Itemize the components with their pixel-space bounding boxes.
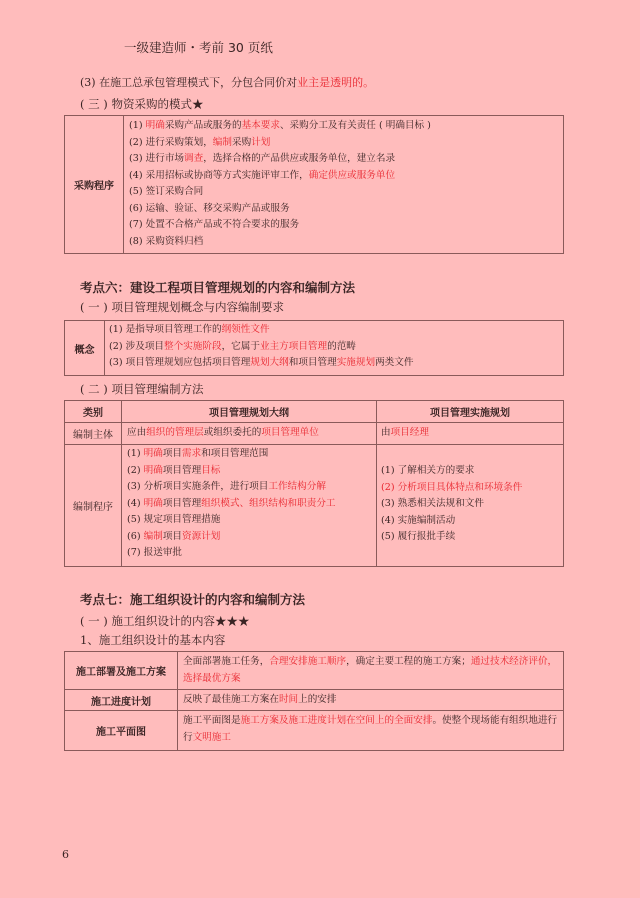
list-item [127,496,336,513]
row-subject-outline [127,425,319,442]
text-span: 采购产品或服务的 [164,120,242,131]
page-number: 6 [62,848,69,861]
text-span: 和项目管理范围 [201,448,269,459]
text-span: 行 [183,731,193,743]
list-item [183,654,557,671]
intro-highlight: 业主是透明的。 [297,76,375,89]
list-item [381,513,522,530]
highlight-text: 明确 [143,497,163,509]
text-span: (4) 实施编制活动 [381,514,456,526]
list-item [129,151,431,168]
text-span: ，确定主要工程的施工方案； [346,656,471,667]
highlight-text: 明确 [145,120,165,131]
concept-list [109,322,413,372]
row-procedure-label: 编制程序 [73,502,113,513]
text-span: (2) [127,464,144,476]
list-item [129,135,431,152]
list-item [127,512,336,529]
highlight-text: 纲领性文件 [221,324,270,335]
point7-sub1: ( 一 ) 施工组织设计的内容★★★ [80,614,250,628]
text-span: 。使整个现场能有组织地进行 [432,715,558,726]
list-item [109,339,413,356]
design-row3-content [183,713,557,746]
concept-table [64,320,564,376]
text-span: (1) 了解相关方的要求 [381,465,475,476]
text-span: 的范畴 [327,340,356,352]
highlight-text: 规划大纲 [250,357,289,368]
highlight-text: 编制 [212,136,232,148]
highlight-text: 合理安排施工顺序 [269,656,347,667]
text-span: 项目管理 [162,497,202,509]
text-span: 项目管理 [162,464,202,476]
highlight-text: 目标 [201,464,221,476]
header-outline: 项目管理规划大纲 [209,408,289,419]
highlight-text: 施工方案及施工进度计划在空间上的全面安排 [240,715,433,726]
text-span: 施工平面图是 [183,715,241,726]
highlight-text: 调查 [184,153,204,164]
text-span: (3) 分析项目实施条件，进行项目 [127,481,269,492]
text-span: 项目 [162,448,183,459]
highlight-text: 明确 [143,448,163,459]
row-subject-label: 编制主体 [73,430,113,441]
row-procedure-outline [127,446,336,562]
list-item [127,463,336,480]
text-span: ，它属于 [221,340,260,352]
text-span: 采购 [231,136,252,148]
design-row1-label: 施工部署及施工方案 [76,667,166,678]
list-item [183,713,557,730]
point7-title: 考点七：施工组织设计的内容和编制方法 [80,592,306,607]
text-span: (3) 熟悉相关法规和文件 [381,498,484,509]
list-item [183,730,557,747]
intro-line: (3) 在施工总承包管理模式下，分包合同价对业主是透明的。 [80,76,375,89]
header-category: 类别 [83,408,103,419]
highlight-text: 通过技术经济评价， [470,656,558,667]
list-item [127,446,336,463]
list-item [381,463,522,480]
list-item [183,671,557,688]
row-procedure-implementation [381,463,522,546]
design-table [64,651,564,751]
text-span: 上的安排 [298,694,337,705]
list-item [127,479,336,496]
list-item [129,118,431,135]
highlight-text: 实施规划 [336,357,376,368]
text-span: 两类文件 [375,357,414,368]
text-span: (5) 履行报批手续 [381,531,456,542]
highlight-text: 编制 [143,530,163,542]
design-row3-label: 施工平面图 [96,727,146,738]
text-span: (1) [127,448,144,459]
point6-sub1: ( 一 ) 项目管理规划概念与内容编制要求 [80,300,284,314]
text-span: (3) 进行市场 [129,153,185,164]
text-span: 或组织委托的 [203,427,262,438]
procurement-heading: ( 三 ) 物资采购的模式★ [80,97,204,111]
row-subject-implementation [381,425,429,442]
highlight-text: 项目经理 [390,427,429,438]
text-span: 反映了最佳施工方案在 [183,694,279,705]
highlight-text: 确定供应或服务单位 [308,169,396,181]
cell-line [381,425,429,442]
text-span: 、采购分工及有关责任 ( 明确目标 ) [279,120,431,131]
point7-sub2: 1、施工组织设计的基本内容 [80,633,226,647]
highlight-text: 基本要求 [241,120,280,131]
text-span: (2) 涉及项目 [109,340,165,352]
list-item [381,496,522,513]
procurement-list [129,118,431,250]
highlight-text: 文明施工 [192,731,231,743]
highlight-text: 工作结构分解 [268,481,326,492]
highlight-text: 项目管理单位 [261,427,319,438]
list-item [381,529,522,546]
text-span: (5) 规定项目管理措施 [127,514,221,525]
highlight-text: 组织的管理层 [146,427,204,438]
list-item [183,692,337,709]
point6-sub2: ( 二 ) 项目管理编制方法 [80,382,204,396]
highlight-text: 时间 [278,694,299,705]
text-span: (4) 采用招标或协商等方式实施评审工作， [129,169,309,181]
point6-title: 考点六：建设工程项目管理规划的内容和编制方法 [80,280,356,295]
list-item [109,322,413,339]
text-span: (2) 进行采购策划， [129,136,213,148]
planning-table [64,400,564,567]
procurement-label: 采购程序 [74,181,114,192]
list-item [129,234,431,251]
text-span: (6) 运输、验证、移交采购产品或服务 [129,202,290,214]
text-span: (1) 是指导项目管理工作的 [109,324,222,335]
highlight-text: 需求 [182,448,202,459]
procurement-table [64,115,564,254]
text-span: (3) 项目管理规划应包括项目管理 [109,357,251,368]
highlight-text: 资源计划 [182,530,221,542]
list-item [127,529,336,546]
cell-line [127,425,319,442]
design-row1-content [183,654,557,687]
design-row2-content [183,692,337,709]
text-span: (7) 报送审批 [127,547,183,558]
concept-label: 概念 [74,344,95,356]
page-header: 一级建造师・考前 30 页纸 [124,40,273,55]
text-span: 全面部署施工任务， [183,656,270,667]
text-span: (6) [127,530,144,542]
text-span: 由 [381,427,391,438]
highlight-text: 整个实施阶段 [164,340,222,352]
highlight-text: 组织模式、组织结构和职责分工 [201,497,336,509]
list-item [109,355,413,372]
text-span: (7) 处置不合格产品或不符合要求的服务 [129,219,300,230]
header-implementation: 项目管理实施规划 [430,408,510,419]
highlight-text: 选择最优方案 [183,672,241,684]
list-item [129,217,431,234]
list-item [129,201,431,218]
list-item [129,184,431,201]
text-span: 和项目管理 [288,357,337,368]
highlight-text: 明确 [143,464,163,476]
highlight-text: 业主方项目管理 [259,340,328,352]
text-span: (8) 采购资料归档 [129,235,204,247]
text-span: ，选择合格的产品供应或服务单位，建立名录 [203,153,396,164]
text-span: 项目 [162,530,183,542]
list-item [129,168,431,185]
text-span: (4) [127,497,144,509]
highlight-text: 计划 [251,136,271,148]
list-item [381,480,522,497]
text-span: 应由 [127,427,147,438]
highlight-text: (2) 分析项目具体特点和环境条件 [381,481,523,493]
design-row2-label: 施工进度计划 [91,696,151,708]
text-span: (1) [129,120,146,131]
list-item [127,545,336,562]
text-span: (5) 签订采购合同 [129,186,204,197]
